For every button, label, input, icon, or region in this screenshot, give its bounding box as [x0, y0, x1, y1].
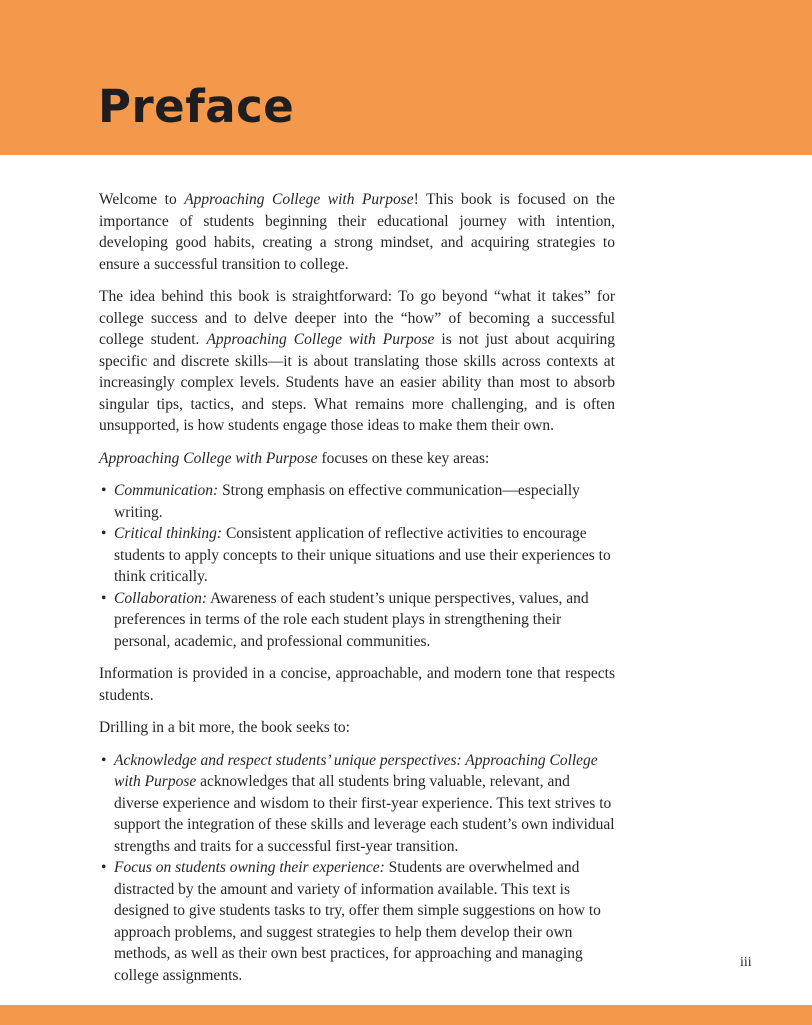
- paragraph: [99, 717, 615, 739]
- italic-text: Collaboration:: [114, 589, 208, 607]
- page-number: iii: [740, 955, 752, 970]
- page-title: Preface: [98, 80, 295, 133]
- footer-band: [0, 1005, 812, 1025]
- italic-text: Critical thinking:: [114, 525, 223, 542]
- body-text: Information is provided in a concise, approachable, and modern tone that respects students.: [99, 665, 615, 704]
- italic-text: Focus on students owning their experience:: [114, 859, 385, 876]
- paragraph: [99, 189, 615, 275]
- body-text: Students are overwhelmed and distracted by the amount and variety of information available. This text is designed to give students tasks to try, offer them simple suggestions on how to approach problems, and suggest strategies to help them develop their own methods, as well as their own best practices, for approaching and managing college assignments.: [114, 859, 601, 984]
- body-text: ! This book is focused on the importance of students beginning their educational journey with intention, developing good habits, creating a strong mindset, and acquiring strategies to ensure a successful transition to college.: [99, 191, 615, 273]
- italic-text: Acknowledge and respect students’ unique perspectives: Approaching College with Purpose: [114, 751, 598, 790]
- body-text: acknowledges that all students bring valuable, relevant, and diverse experience and wisdom to their first-year experience. This text strives to support the integration of these skills and leverage each student’s own individual strengths and traits for a successful first-year transition.: [114, 773, 615, 855]
- body-text: Drilling in a bit more, the book seeks to:: [99, 719, 350, 736]
- italic-text: Communication:: [114, 482, 219, 499]
- header-band: [0, 0, 812, 155]
- body-text: Strong emphasis on effective communication—especially writing.: [114, 482, 580, 521]
- page-body: [99, 189, 615, 997]
- body-text: is not just about acquiring specific and discrete skills—it is about translating those skills across contexts at increasingly complex levels. Students have an easier ability than most to absorb singular tips, tactics, and steps. What remains more challenging, and is often unsupported, is how students engage those ideas to make them their own.: [99, 331, 616, 434]
- paragraph: [99, 448, 615, 470]
- list-item: [99, 750, 615, 858]
- list-item: [99, 857, 615, 986]
- paragraph: [99, 663, 615, 706]
- list-item: [99, 523, 615, 588]
- list-item: [99, 588, 615, 653]
- list-item: [99, 480, 615, 523]
- body-text: Welcome to: [99, 191, 185, 208]
- body-text: Consistent application of reflective activities to encourage students to apply concepts to their unique situations and use their experiences to think critically.: [114, 525, 611, 585]
- italic-text: Approaching College with Purpose: [184, 191, 414, 208]
- body-text: focuses on these key areas:: [317, 449, 490, 467]
- italic-text: Approaching College with Purpose: [206, 331, 435, 348]
- body-text: The idea behind this book is straightforward: To go beyond “what it takes” for college success and to delve deeper into the “how” of becoming a successful college student.: [99, 288, 615, 348]
- bullet-list: [99, 480, 615, 652]
- italic-text: Approaching College with Purpose: [99, 449, 318, 467]
- bullet-list: [99, 750, 615, 987]
- body-text: Awareness of each student’s unique perspectives, values, and preferences in terms of the role each student plays in strengthening their personal, academic, and professional communities.: [114, 589, 589, 650]
- paragraph: [99, 286, 615, 437]
